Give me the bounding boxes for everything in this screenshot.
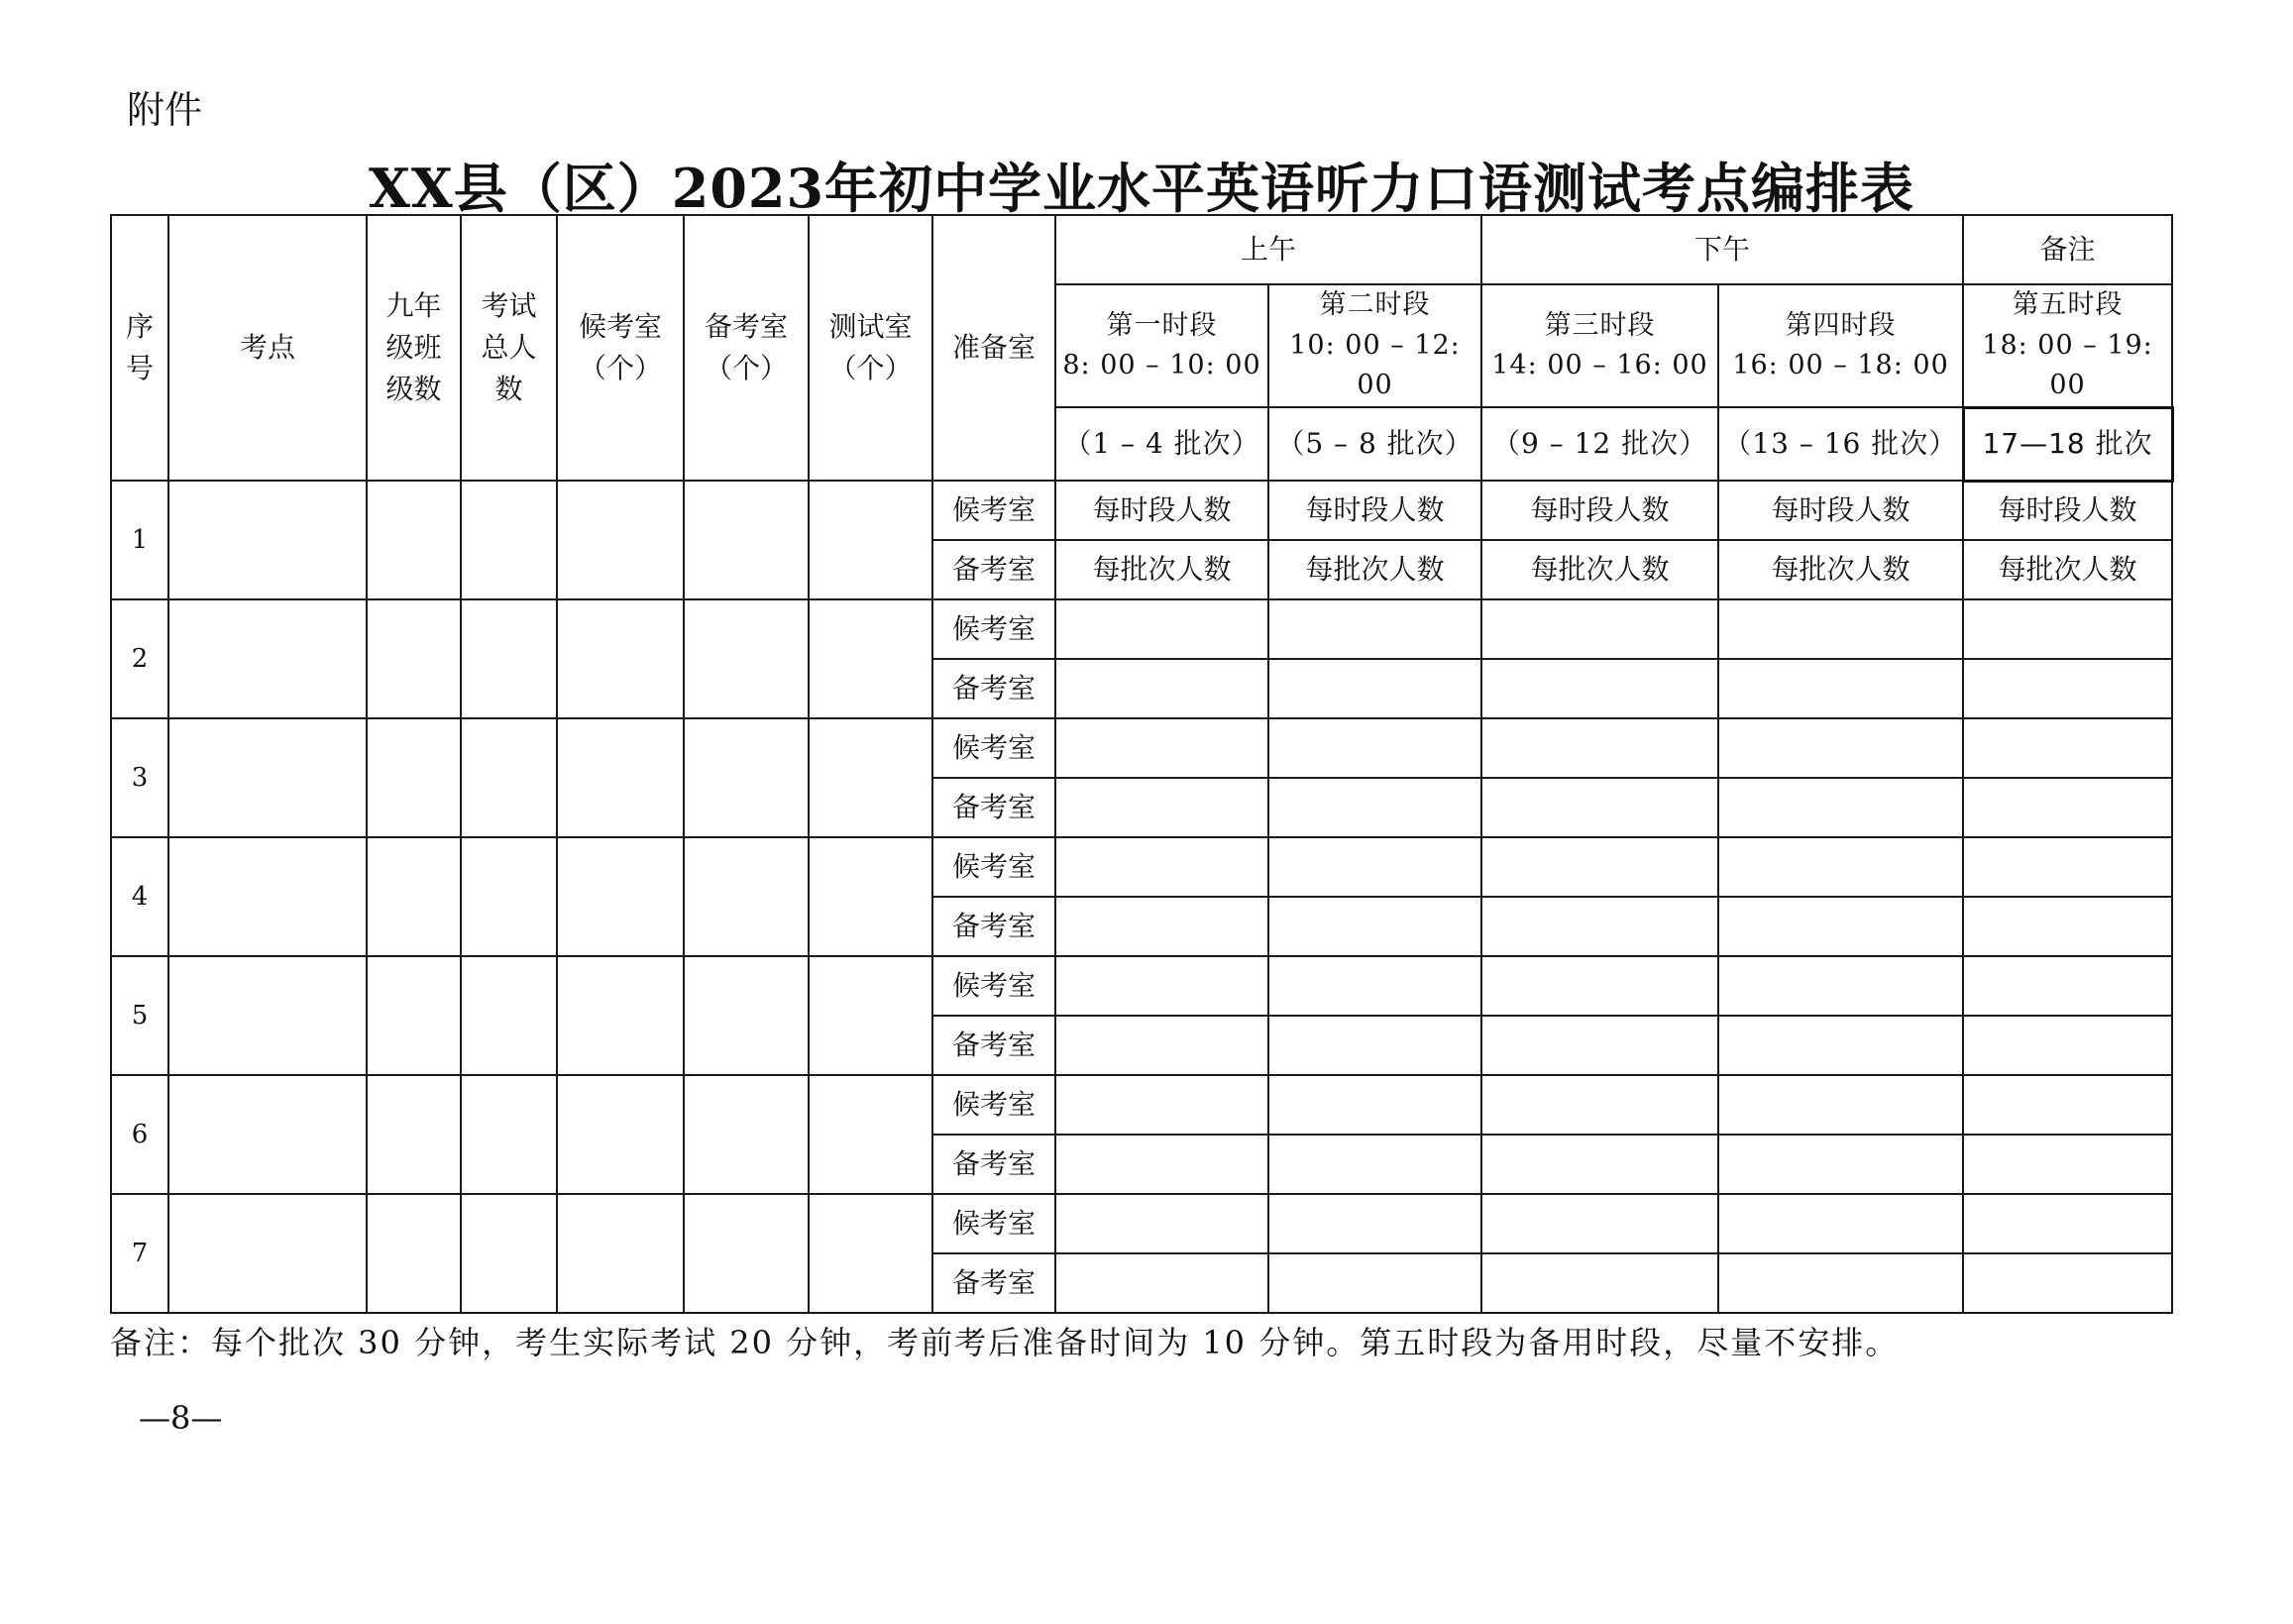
empty-cell (461, 481, 557, 599)
table-row (111, 837, 2172, 897)
empty-cell (168, 1075, 367, 1194)
prep-count-cell (1963, 897, 2172, 956)
waiting-count-cell (1481, 837, 1718, 897)
waiting-count-cell (1963, 718, 2172, 778)
empty-cell (461, 1194, 557, 1313)
prep-count-cell (1963, 659, 2172, 718)
waiting-count-cell (1055, 718, 1268, 778)
prep-count-cell (1268, 897, 1481, 956)
empty-cell (367, 718, 461, 837)
empty-cell (367, 956, 461, 1075)
waiting-count-cell (1055, 599, 1268, 659)
waiting-count-cell (1718, 718, 1963, 778)
header-morning: 上午 (1055, 215, 1481, 284)
empty-cell (809, 1075, 932, 1194)
prep-count-cell (1963, 1016, 2172, 1075)
period-header (1718, 284, 1963, 407)
period-time: 8: 00 – 10: 00 (1062, 350, 1261, 380)
table-row (111, 956, 2172, 1016)
waiting-count-cell (1718, 1194, 1963, 1253)
prep-count-cell (1718, 1135, 1963, 1194)
table-row (111, 1194, 2172, 1253)
waiting-count-cell: 每时段人数 (1055, 481, 1268, 540)
header-classes (367, 215, 461, 481)
prep-count-cell (1268, 1253, 1481, 1313)
prep-count-cell (1481, 1253, 1718, 1313)
row-seq: 1 (111, 481, 168, 599)
empty-cell (684, 718, 809, 837)
waiting-count-cell (1963, 1194, 2172, 1253)
prep-count-cell: 每批次人数 (1268, 540, 1481, 599)
room-type-waiting: 候考室 (932, 1194, 1055, 1253)
waiting-count-cell (1055, 956, 1268, 1016)
attachment-label: 附件 (127, 88, 203, 132)
row-seq: 5 (111, 956, 168, 1075)
waiting-count-cell (1963, 956, 2172, 1016)
period-header (1963, 284, 2172, 407)
empty-cell (684, 1075, 809, 1194)
empty-cell (367, 599, 461, 718)
waiting-count-cell (1718, 1075, 1963, 1135)
header-seq-text: 序号 (126, 310, 155, 384)
schedule-table (110, 214, 2174, 1314)
period-header (1268, 284, 1481, 407)
row-seq: 7 (111, 1194, 168, 1313)
header-site: 考点 (168, 215, 367, 481)
document-title: XX县（区）2023年初中学业水平英语听力口语测试考点编排表 (368, 157, 1915, 220)
period-name: 第一时段 (1106, 309, 1218, 341)
header-classes-line: 九年 (385, 289, 442, 322)
empty-cell (684, 1194, 809, 1313)
waiting-count-cell (1718, 956, 1963, 1016)
waiting-count-cell (1481, 1194, 1718, 1253)
prep-count-cell (1268, 1016, 1481, 1075)
empty-cell (461, 599, 557, 718)
footnote: 备注：每个批次 30 分钟，考生实际考试 20 分钟，考前考后准备时间为 10 分钟。第五时段为备用时段，尽量不安排。 (110, 1324, 1900, 1361)
period-time: 10: 00 – 12: 00 (1289, 329, 1461, 401)
empty-cell (367, 1194, 461, 1313)
row-seq: 6 (111, 1075, 168, 1194)
table-row (111, 481, 2172, 540)
waiting-count-cell (1963, 837, 2172, 897)
header-total (461, 215, 557, 481)
prep-count-cell (1055, 1016, 1268, 1075)
header-total-line: 数 (494, 373, 523, 405)
header-test-room-line: （个） (828, 352, 913, 384)
prep-count-cell (1481, 778, 1718, 837)
prep-count-cell (1718, 1016, 1963, 1075)
period-time: 18: 00 – 19: 00 (1982, 329, 2153, 400)
empty-cell (557, 1075, 684, 1194)
waiting-count-cell (1481, 718, 1718, 778)
empty-cell (367, 1075, 461, 1194)
prep-count-cell (1718, 1253, 1963, 1313)
room-type-prep: 备考室 (932, 1016, 1055, 1075)
table-row (111, 599, 2172, 659)
empty-cell (684, 599, 809, 718)
prep-count-cell: 每批次人数 (1055, 540, 1268, 599)
empty-cell (461, 1075, 557, 1194)
prep-count-cell (1268, 659, 1481, 718)
header-seq (111, 215, 168, 481)
row-seq: 4 (111, 837, 168, 956)
empty-cell (168, 1194, 367, 1313)
waiting-count-cell (1268, 718, 1481, 778)
header-prep-room-line: 备考室 (704, 310, 788, 343)
empty-cell (461, 956, 557, 1075)
waiting-count-cell: 每时段人数 (1268, 481, 1481, 540)
empty-cell (557, 837, 684, 956)
room-type-prep: 备考室 (932, 540, 1055, 599)
header-total-line: 考试 (481, 289, 537, 322)
header-waiting-room-line: 候考室 (578, 310, 662, 343)
empty-cell (367, 837, 461, 956)
empty-cell (684, 956, 809, 1075)
prep-count-cell (1718, 778, 1963, 837)
header-afternoon: 下午 (1481, 215, 1963, 284)
header-prepare-room: 准备室 (932, 215, 1055, 481)
period-batches: 17—18 批次 (1963, 407, 2172, 481)
waiting-count-cell: 每时段人数 (1481, 481, 1718, 540)
header-classes-line: 级数 (385, 373, 442, 405)
prep-count-cell (1055, 659, 1268, 718)
waiting-count-cell (1268, 599, 1481, 659)
table-row (111, 718, 2172, 778)
header-prep-room (684, 215, 809, 481)
empty-cell (168, 837, 367, 956)
empty-cell (557, 599, 684, 718)
room-type-prep: 备考室 (932, 659, 1055, 718)
empty-cell (461, 718, 557, 837)
waiting-count-cell (1481, 956, 1718, 1016)
period-name: 第二时段 (1319, 289, 1431, 321)
period-time: 16: 00 – 18: 00 (1732, 350, 1949, 380)
empty-cell (461, 837, 557, 956)
prep-count-cell (1963, 778, 2172, 837)
period-name: 第五时段 (2012, 289, 2124, 320)
waiting-count-cell (1718, 837, 1963, 897)
header-prep-room-line: （个） (704, 352, 788, 384)
prep-count-cell (1481, 1016, 1718, 1075)
header-remarks: 备注 (1963, 215, 2172, 284)
empty-cell (557, 481, 684, 599)
waiting-count-cell (1268, 837, 1481, 897)
period-header (1481, 284, 1718, 407)
room-type-prep: 备考室 (932, 1253, 1055, 1313)
prep-count-cell (1718, 659, 1963, 718)
empty-cell (809, 718, 932, 837)
room-type-waiting: 候考室 (932, 718, 1055, 778)
room-type-waiting: 候考室 (932, 956, 1055, 1016)
waiting-count-cell (1055, 1075, 1268, 1135)
header-waiting-room-line: （个） (578, 352, 662, 384)
page-number: —8— (139, 1399, 223, 1437)
empty-cell (684, 837, 809, 956)
prep-count-cell (1055, 778, 1268, 837)
prep-count-cell (1481, 659, 1718, 718)
empty-cell (168, 599, 367, 718)
prep-count-cell (1055, 1135, 1268, 1194)
empty-cell (168, 956, 367, 1075)
prep-count-cell (1481, 1135, 1718, 1194)
waiting-count-cell: 每时段人数 (1718, 481, 1963, 540)
empty-cell (557, 1194, 684, 1313)
room-type-waiting: 候考室 (932, 599, 1055, 659)
waiting-count-cell (1963, 599, 2172, 659)
waiting-count-cell (1268, 1075, 1481, 1135)
empty-cell (557, 956, 684, 1075)
prep-count-cell: 每批次人数 (1963, 540, 2172, 599)
room-type-prep: 备考室 (932, 778, 1055, 837)
period-header (1055, 284, 1268, 407)
empty-cell (168, 718, 367, 837)
period-batches: （9 – 12 批次） (1481, 407, 1718, 481)
row-seq: 3 (111, 718, 168, 837)
empty-cell (809, 481, 932, 599)
waiting-count-cell (1055, 1194, 1268, 1253)
prep-count-cell (1481, 897, 1718, 956)
header-test-room-line: 测试室 (828, 310, 913, 343)
room-type-prep: 备考室 (932, 1135, 1055, 1194)
header-classes-line: 级班 (385, 331, 442, 364)
waiting-count-cell (1268, 1194, 1481, 1253)
prep-count-cell: 每批次人数 (1718, 540, 1963, 599)
room-type-waiting: 候考室 (932, 1075, 1055, 1135)
prep-count-cell: 每批次人数 (1481, 540, 1718, 599)
period-time: 14: 00 – 16: 00 (1491, 350, 1708, 380)
waiting-count-cell (1481, 599, 1718, 659)
row-seq: 2 (111, 599, 168, 718)
empty-cell (367, 481, 461, 599)
empty-cell (809, 599, 932, 718)
empty-cell (809, 837, 932, 956)
table-row (111, 1075, 2172, 1135)
empty-cell (168, 481, 367, 599)
prep-count-cell (1055, 1253, 1268, 1313)
period-batches: （13 – 16 批次） (1718, 407, 1963, 481)
header-total-line: 总人 (481, 331, 537, 364)
room-type-waiting: 候考室 (932, 837, 1055, 897)
waiting-count-cell: 每时段人数 (1963, 481, 2172, 540)
empty-cell (684, 481, 809, 599)
header-test-room (809, 215, 932, 481)
waiting-count-cell (1481, 1075, 1718, 1135)
room-type-waiting: 候考室 (932, 481, 1055, 540)
waiting-count-cell (1055, 837, 1268, 897)
empty-cell (557, 718, 684, 837)
prep-count-cell (1718, 897, 1963, 956)
prep-count-cell (1963, 1253, 2172, 1313)
waiting-count-cell (1718, 599, 1963, 659)
waiting-count-cell (1268, 956, 1481, 1016)
period-batches: （1 – 4 批次） (1055, 407, 1268, 481)
room-type-prep: 备考室 (932, 897, 1055, 956)
prep-count-cell (1268, 778, 1481, 837)
prep-count-cell (1963, 1135, 2172, 1194)
empty-cell (809, 1194, 932, 1313)
period-batches: （5 – 8 批次） (1268, 407, 1481, 481)
waiting-count-cell (1963, 1075, 2172, 1135)
header-waiting-room (557, 215, 684, 481)
empty-cell (809, 956, 932, 1075)
period-name: 第三时段 (1544, 309, 1656, 341)
period-name: 第四时段 (1785, 309, 1897, 341)
prep-count-cell (1268, 1135, 1481, 1194)
prep-count-cell (1055, 897, 1268, 956)
